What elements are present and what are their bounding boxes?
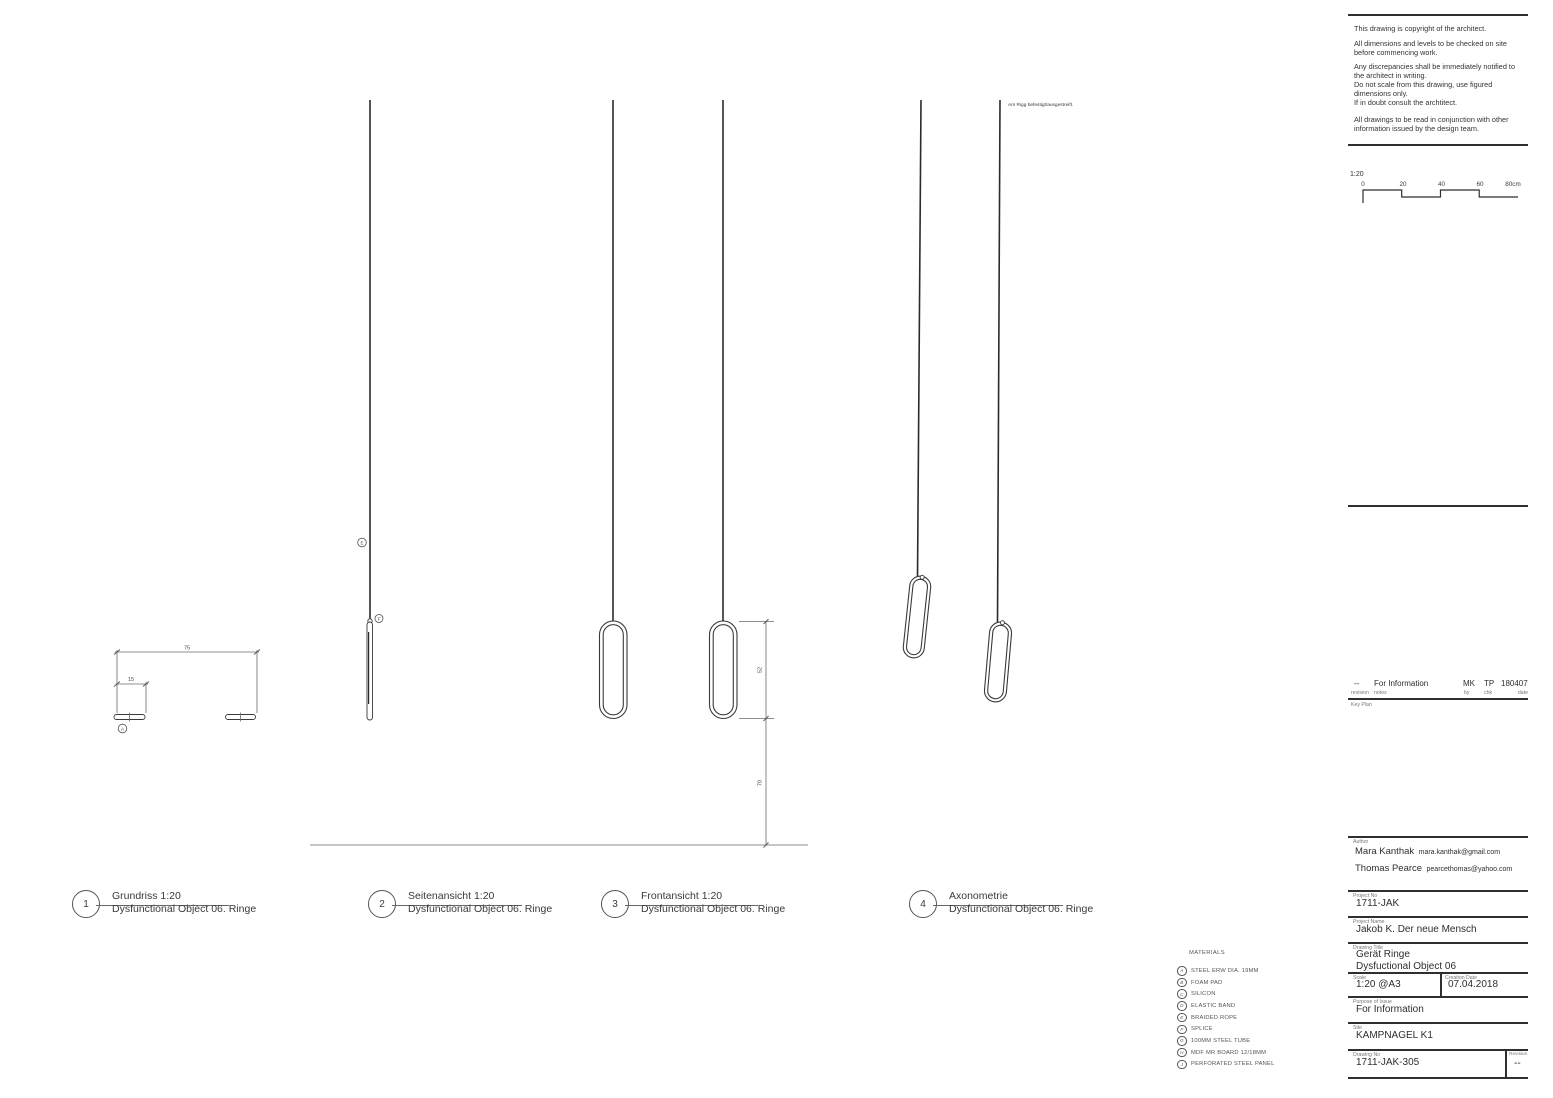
view-title: Frontansicht 1:20 xyxy=(641,890,723,902)
material-label: BRAIDED ROPE xyxy=(1191,1014,1238,1021)
site-value: KAMPNAGEL K1 xyxy=(1356,1030,1433,1041)
rope-knot xyxy=(920,575,924,579)
rule xyxy=(1348,144,1528,146)
scalebar-ratio: 1:20 xyxy=(1350,171,1364,178)
dim-text-plan-width: 75 xyxy=(183,645,191,652)
date-col-label: date xyxy=(1517,690,1528,696)
rope-knot xyxy=(1000,621,1004,625)
revision-row-notes: For Information xyxy=(1374,679,1429,688)
project-no-value: 1711-JAK xyxy=(1356,897,1400,909)
revision-label: Revision xyxy=(1509,1051,1528,1057)
view-frontansicht-graphics xyxy=(310,100,808,848)
material-tag-a: A xyxy=(120,726,125,732)
material-label: STEEL ERW DIA. 19MM xyxy=(1191,967,1259,974)
revision-row-revision: -- xyxy=(1354,679,1360,688)
material-label: 100MM STEEL TUBE xyxy=(1191,1037,1251,1044)
note-paragraph: Any discrepancies shall be immediately notified to the architect in writing. xyxy=(1354,62,1516,81)
material-key-bubble: G xyxy=(1177,1036,1187,1046)
revision-col-label: revision xyxy=(1351,690,1369,696)
view-number: 2 xyxy=(379,898,385,910)
material-item xyxy=(1176,1000,1296,1012)
divider xyxy=(1505,1049,1507,1077)
dim-text-plan-inset: 15 xyxy=(127,677,135,683)
view-subtitle: Dysfunctional Object 06. Ringe xyxy=(408,903,553,915)
rig-attachment-note: Am Rigg befestigt/ausgestreift. xyxy=(1008,103,1074,108)
scalebar-tick-label: 40 xyxy=(1437,181,1446,188)
revision-row-chk: TP xyxy=(1484,679,1495,688)
title-block xyxy=(1348,0,1528,1098)
scalebar-tick-label: 60 xyxy=(1476,181,1484,188)
material-key-bubble: B xyxy=(1177,978,1187,988)
author-name: Thomas Pearce xyxy=(1355,862,1423,874)
material-tag-f: F xyxy=(377,616,381,622)
revision-value: -- xyxy=(1514,1058,1521,1069)
ring-inner xyxy=(713,625,733,715)
material-key-bubble: D xyxy=(1177,1001,1187,1011)
note-paragraph: All dimensions and levels to be checked on site before commencing work. xyxy=(1354,38,1507,57)
scalebar-tick-label: 20 xyxy=(1399,181,1407,188)
divider xyxy=(1440,972,1442,996)
material-label: FOAM PAD xyxy=(1191,979,1223,986)
creation-date-value: 07.04.2018 xyxy=(1448,979,1499,990)
material-item xyxy=(1176,988,1296,1000)
axon-ring-right xyxy=(984,620,1013,703)
material-tag-e: E xyxy=(360,540,364,546)
note-paragraph: All drawings to be read in conjunction with other information issued by the design team. xyxy=(1354,115,1509,134)
scale-label: Scale xyxy=(1353,974,1366,981)
dim-text-ring-height: 52 xyxy=(757,666,764,674)
scalebar-tick-label: 0 xyxy=(1361,181,1365,188)
revision-row-by: MK xyxy=(1463,679,1475,688)
drawing-no-label: Drawing No xyxy=(1353,1051,1381,1058)
author-line xyxy=(1355,860,1512,877)
note-paragraph: If in doubt consult the archtitect. xyxy=(1354,97,1458,107)
scale-bar xyxy=(1356,178,1524,206)
view-subtitle: Dysfunctional Object 06. Ringe xyxy=(949,903,1094,915)
view-title: Grundriss 1:20 xyxy=(112,890,181,902)
material-key-bubble: A xyxy=(1177,966,1187,976)
project-name-value: Jakob K. Der neue Mensch xyxy=(1356,923,1477,935)
note-paragraph: Do not scale from this drawing, use figured dimensions only. xyxy=(1354,79,1493,98)
site-label: Site xyxy=(1353,1024,1362,1031)
view-axonometrie-graphics xyxy=(902,100,1073,703)
view-number: 1 xyxy=(83,898,89,910)
scale-value: 1:20 @A3 xyxy=(1356,979,1401,990)
rule xyxy=(1348,14,1528,16)
material-item xyxy=(1176,1047,1296,1059)
dim-text-drop: 70 xyxy=(757,779,764,787)
note-paragraph: This drawing is copyright of the architect. xyxy=(1354,24,1487,33)
scalebar-wave xyxy=(1363,190,1518,203)
material-item xyxy=(1176,965,1296,977)
material-item xyxy=(1176,1059,1296,1071)
notes-col-label: notes xyxy=(1374,690,1387,696)
material-label: PERFORATED STEEL PANEL xyxy=(1191,1061,1275,1068)
view-subtitle: Dysfunctional Object 06. Ringe xyxy=(641,903,786,915)
author-email: mara.kanthak@gmail.com xyxy=(1418,849,1501,856)
creation-date-label: Creation Date xyxy=(1445,974,1478,981)
scalebar-tick-label: 80cm xyxy=(1505,181,1521,188)
project-name-label: Project Name xyxy=(1353,918,1385,925)
material-key-bubble: F xyxy=(1177,1025,1187,1035)
material-item xyxy=(1176,977,1296,989)
drawing-title-line1: Gerät Ringe xyxy=(1356,949,1410,960)
view-subtitle: Dysfunctional Object 06. Ringe xyxy=(112,903,257,915)
material-label: MDF MR BOARD 12/18MM xyxy=(1191,1049,1267,1056)
material-key-bubble: C xyxy=(1177,989,1187,999)
author-email: pearcethomas@yahoo.com xyxy=(1426,865,1513,873)
view-grundriss-graphics xyxy=(114,646,260,733)
materials-legend xyxy=(1176,950,1296,1070)
material-key-bubble: E xyxy=(1177,1013,1187,1023)
material-key-bubble: J xyxy=(1177,1060,1187,1070)
by-col-label: by xyxy=(1464,690,1470,696)
author-line xyxy=(1355,843,1512,860)
material-item xyxy=(1176,1023,1296,1035)
materials-heading: MATERIALS xyxy=(1189,950,1226,956)
rule xyxy=(1348,505,1528,507)
rule xyxy=(1348,972,1528,974)
author-field-value xyxy=(1355,843,1512,876)
author-field-label: Author xyxy=(1353,838,1369,845)
rope-line xyxy=(998,100,1001,622)
ring-edge-profile xyxy=(367,622,373,720)
revision-row-date: 180407 xyxy=(1501,679,1528,688)
view-title: Seitenansicht 1:20 xyxy=(408,890,495,902)
general-notes xyxy=(1354,25,1522,134)
view-seitenansicht-graphics xyxy=(358,100,383,720)
material-item xyxy=(1176,1012,1296,1024)
purpose-value: For Information xyxy=(1356,1003,1424,1015)
author-name: Mara Kanthak xyxy=(1355,846,1415,857)
rule xyxy=(1348,836,1528,838)
chk-col-label: chk xyxy=(1484,690,1493,696)
rule xyxy=(1348,698,1528,700)
rule xyxy=(1348,1077,1528,1079)
axon-ring-left xyxy=(902,574,932,659)
ring-inner xyxy=(603,625,623,715)
view-number: 4 xyxy=(920,898,926,910)
keyplan-label: Key Plan xyxy=(1351,701,1372,708)
material-key-bubble: H xyxy=(1177,1048,1187,1058)
project-no-label: Project No xyxy=(1353,892,1378,899)
drawing-title-label: Drawing Title xyxy=(1353,944,1383,951)
rule xyxy=(1348,1022,1528,1024)
material-label: SILICON xyxy=(1191,991,1216,998)
drawing-title-line2: Dysfuctional Object 06 xyxy=(1356,960,1457,972)
drawing-no-value: 1711-JAK-305 xyxy=(1356,1057,1420,1068)
material-label: ELASTIC BAND xyxy=(1191,1002,1236,1009)
material-label: SPLICE xyxy=(1191,1026,1213,1033)
material-item xyxy=(1176,1035,1296,1047)
rope-line xyxy=(918,100,922,578)
view-number: 3 xyxy=(612,898,618,910)
purpose-label: Purpose of Issue xyxy=(1353,998,1392,1005)
view-title: Axonometrie xyxy=(949,890,1008,902)
